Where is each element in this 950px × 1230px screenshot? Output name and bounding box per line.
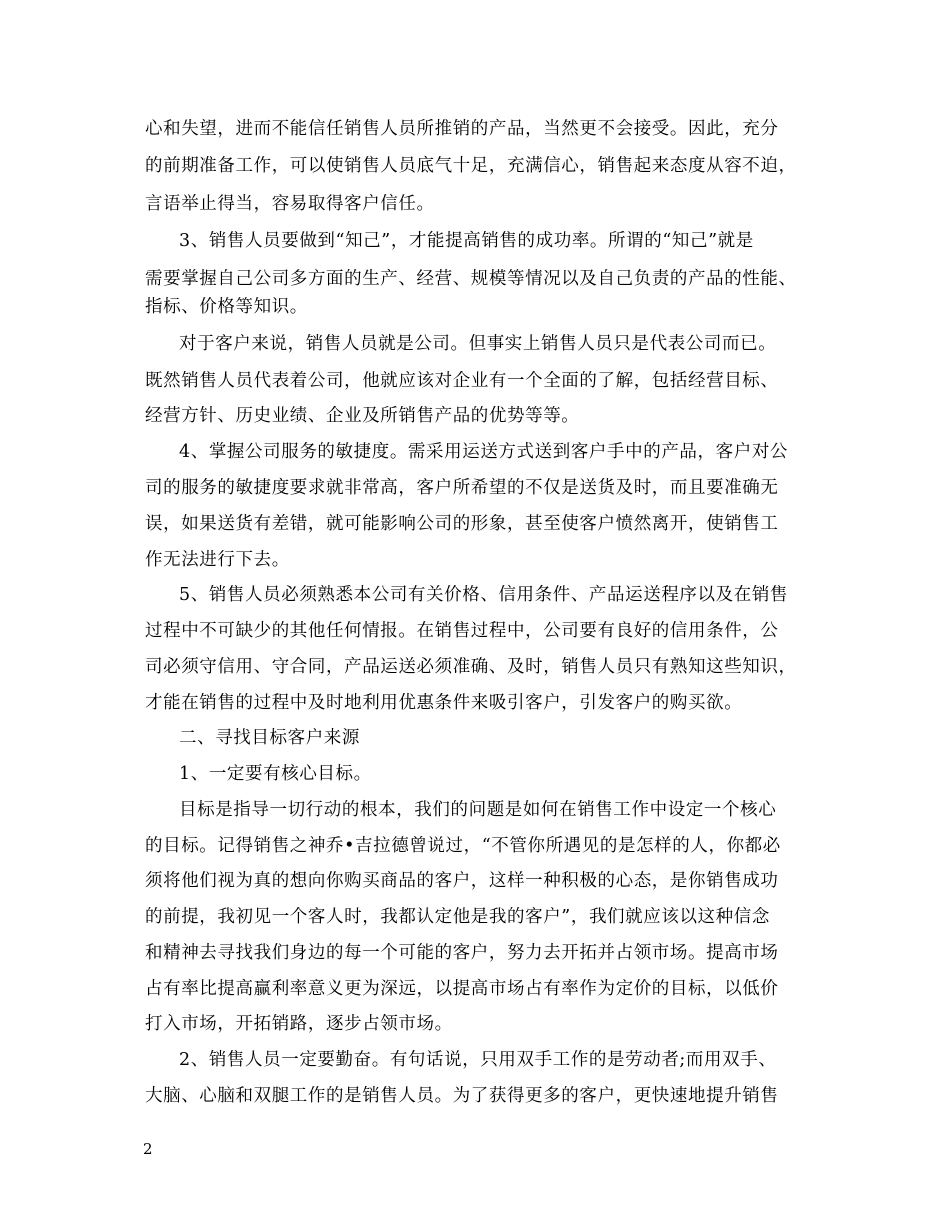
body-text-line: 司必须守信用、守合同，产品运送必须准确、及时，销售人员只有熟知这些知识，: [145, 657, 797, 677]
body-text-line: 作无法进行下去。: [145, 550, 290, 570]
body-text-line: 5、销售人员必须熟悉本公司有关价格、信用条件、产品运送程序以及在销售: [179, 585, 789, 605]
body-text-line: 4、掌握公司服务的敏捷度。需采用运送方式送到客户手中的产品，客户对公: [179, 442, 789, 462]
page-number: 2: [143, 1140, 153, 1158]
body-text-line: 才能在销售的过程中及时地利用优惠条件来吸引客户，引发客户的购买欲。: [145, 693, 743, 713]
body-text-line: 须将他们视为真的想向你购买商品的客户，这样一种积极的心态，是你销售成功: [145, 871, 779, 891]
body-text-line: 言语举止得当，容易取得客户信任。: [145, 194, 435, 214]
body-text-line: 的前提，我初见一个客人时，我都认定他是我的客户”，我们就应该以这种信念: [145, 907, 770, 927]
body-text-line: 2、销售人员一定要勤奋。有句话说，只用双手工作的是劳动者;而用双手、: [179, 1050, 777, 1070]
body-text-line: 打入市场，开拓销路，逐步占领市场。: [145, 1014, 453, 1034]
body-text-line: 的前期准备工作，可以使销售人员底气十足，充满信心，销售起来态度从容不迫，: [145, 156, 797, 176]
body-text-line: 过程中不可缺少的其他任何情报。在销售过程中，公司要有良好的信用条件，公: [145, 621, 779, 641]
body-text-line: 需要掌握自己公司多方面的生产、经营、规模等情况以及自己负责的产品的性能、: [145, 269, 797, 289]
body-text-line: 和精神去寻找我们身边的每一个可能的客户，努力去开拓并占领市场。提高市场: [145, 943, 779, 963]
body-text-line: 对于客户来说，销售人员就是公司。但事实上销售人员只是代表公司而已。: [179, 334, 777, 354]
body-text-line: 占有率比提高赢利率意义更为深远，以提高市场占有率作为定价的目标，以低价: [145, 979, 779, 999]
body-text-line: 既然销售人员代表着公司，他就应该对企业有一个全面的了解，包括经营目标、: [145, 371, 779, 391]
body-text-line: 3、销售人员要做到“知己”，才能提高销售的成功率。所谓的“知己”就是: [179, 231, 754, 251]
body-text-line: 大脑、心脑和双腿工作的是销售人员。为了获得更多的客户，更快速地提升销售: [145, 1086, 779, 1106]
body-text-line: 目标是指导一切行动的根本，我们的问题是如何在销售工作中设定一个核心: [179, 800, 777, 820]
section-heading: 二、寻找目标客户来源: [179, 728, 360, 748]
subsection-heading: 1、一定要有核心目标。: [179, 764, 372, 784]
body-text-line: 经营方针、历史业绩、企业及所销售产品的优势等等。: [145, 406, 580, 426]
body-text-line: 误，如果送货有差错，就可能影响公司的形象，甚至使客户愤然离开，使销售工: [145, 514, 779, 534]
body-text-line: 的目标。记得销售之神乔•吉拉德曾说过，“不管你所遇见的是怎样的人，你都必: [145, 836, 781, 856]
body-text-line: 指标、价格等知识。: [145, 297, 308, 317]
body-text-line: 心和失望，进而不能信任销售人员所推销的产品，当然更不会接受。因此，充分: [145, 119, 779, 139]
body-text-line: 司的服务的敏捷度要求就非常高，客户所希望的不仅是送货及时，而且要准确无: [145, 478, 779, 498]
